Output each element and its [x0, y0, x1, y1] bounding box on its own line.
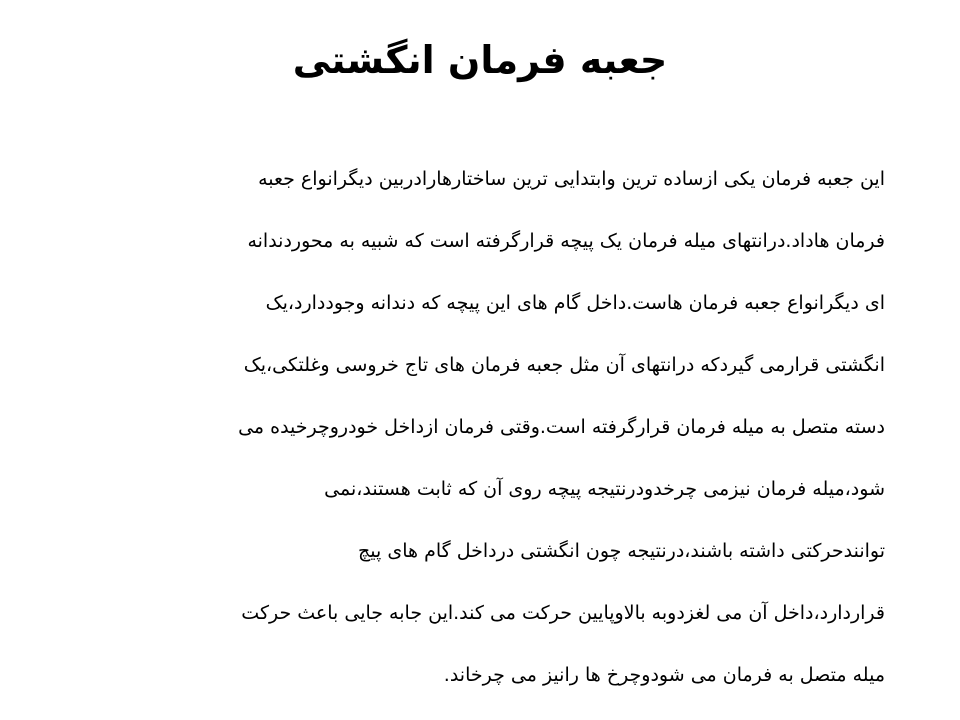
paragraph-line: میله متصل به فرمان می شودوچرخ ها رانیز می چرخاند.: [443, 664, 885, 686]
paragraph-line: این جعبه فرمان یکی ازساده ترین وابتدایی ترین ساختارهارادربین دیگرانواع جعبه: [258, 168, 885, 190]
paragraph-line: توانندحرکتی داشته باشند،درنتیجه چون انگشتی درداخل گام های پیچ: [358, 540, 885, 562]
slide-title: جعبه فرمان انگشتی: [292, 38, 668, 82]
paragraph-line: دسته متصل به میله فرمان قرارگرفته است.وقتی فرمان ازداخل خودروچرخیده می: [238, 416, 885, 438]
paragraph-line: فرمان هاداد.درانتهای میله فرمان یک پیچه قرارگرفته است که شبیه به محوردندانه: [247, 230, 885, 252]
paragraph-line: شود،میله فرمان نیزمی چرخدودرنتیجه پیچه روی آن که ثابت هستند،نمی: [324, 478, 885, 500]
paragraph-line: قراردارد،داخل آن می لغزدوبه بالاوپایین حرکت می کند.این جابه جایی باعث حرکت: [241, 602, 885, 624]
paragraph-line: ای دیگرانواع جعبه فرمان هاست.داخل گام های این پیچه که دندانه وجوددارد،یک: [265, 292, 885, 314]
paragraph-line: انگشتی قرارمی گیردکه درانتهای آن مثل جعبه فرمان های تاج خروسی وغلتکی،یک: [243, 354, 885, 376]
body-paragraph: [70, 148, 885, 706]
